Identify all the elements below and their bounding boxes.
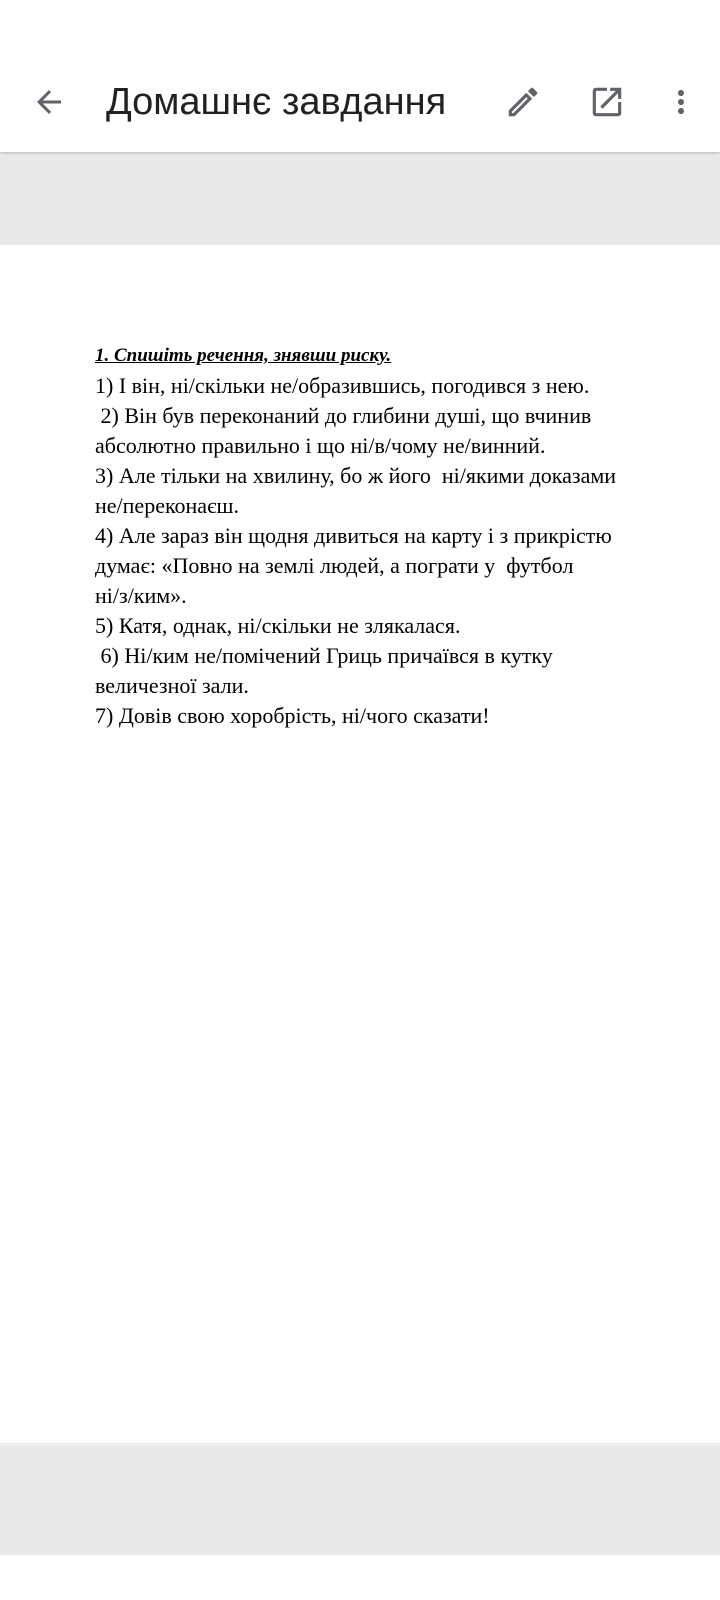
document-line: 1) І він, ні/скільки не/образившись, погодився з нею. [95, 373, 590, 398]
viewer-background-bottom [0, 1445, 720, 1555]
document-line: величезної зали. [95, 673, 249, 698]
edit-button[interactable] [499, 78, 547, 126]
pencil-edit-icon [504, 83, 542, 121]
more-vert-icon [663, 84, 699, 120]
document-title: Домашнє завдання [106, 81, 447, 123]
back-button[interactable] [25, 78, 73, 126]
exercise-heading: 1. Спишіть речення, знявши риску. [95, 345, 392, 366]
document-line: 2) Він був переконаний до глибини душі, що вчинив [95, 403, 592, 428]
document-page[interactable] [0, 245, 720, 1443]
document-line: ні/з/ким». [95, 583, 187, 608]
arrow-back-icon [31, 84, 67, 120]
open-in-new-button[interactable] [583, 78, 631, 126]
document-content [95, 343, 705, 731]
viewer-background-top [0, 152, 720, 245]
document-line: 4) Але зараз він щодня дивиться на карту і з прикрістю [95, 523, 612, 548]
document-line: 6) Ні/ким не/помічений Гриць причаївся в кутку [95, 643, 553, 668]
document-line: думає: «Повно на землі людей, а пограти у футбол [95, 553, 574, 578]
document-line: 7) Довів свою хоробрість, ні/чого сказати! [95, 703, 490, 728]
more-options-button[interactable] [657, 78, 705, 126]
open-in-new-icon [588, 83, 626, 121]
document-line: абсолютно правильно і що ні/в/чому не/винний. [95, 433, 546, 458]
top-app-bar [0, 0, 720, 152]
document-line: не/переконаєш. [95, 493, 239, 518]
document-line: 5) Катя, однак, ні/скільки не злякалася. [95, 613, 461, 638]
document-line: 3) Але тільки на хвилину, бо ж його ні/якими доказами [95, 463, 617, 488]
